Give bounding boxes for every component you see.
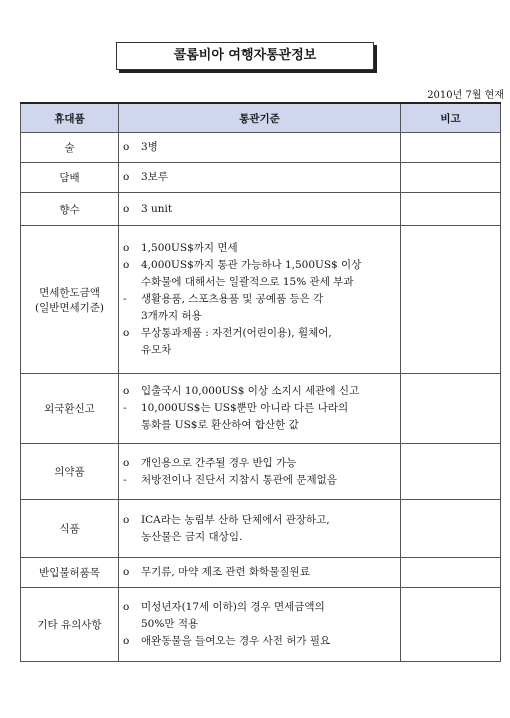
standard-text: 10,000US$는 US$뿐만 아니라 다른 나라의 bbox=[141, 402, 349, 414]
standard-line bbox=[123, 383, 396, 400]
standard-text: 개인용으로 간주될 경우 반입 가능 bbox=[141, 456, 297, 469]
item-name bbox=[21, 226, 119, 374]
dash-bullet: - bbox=[123, 293, 127, 305]
item-name bbox=[21, 444, 119, 500]
table-row bbox=[21, 374, 501, 444]
item-name-line: 담배 bbox=[59, 172, 80, 184]
standard-text: 무기류, 마약 제조 관련 화학물질원료 bbox=[141, 566, 310, 578]
circle-bullet: o bbox=[123, 635, 130, 647]
standard-text: 처방전이나 진단서 지참시 통관에 문제없음 bbox=[141, 473, 337, 486]
standard-text: 미성년자(17세 이하)의 경우 면세금액의 bbox=[141, 601, 325, 613]
item-name bbox=[21, 133, 119, 163]
item-note bbox=[401, 374, 501, 444]
circle-bullet: o bbox=[123, 327, 130, 339]
item-standard bbox=[119, 500, 401, 558]
standard-line bbox=[123, 325, 396, 342]
item-name-line: 기타 유의사항 bbox=[37, 619, 102, 631]
standard-text: 3병 bbox=[141, 141, 158, 153]
circle-bullet: o bbox=[123, 259, 130, 271]
dash-bullet: - bbox=[123, 473, 127, 486]
standard-text: 50%만 적용 bbox=[141, 618, 199, 630]
table-row bbox=[21, 558, 501, 588]
item-name bbox=[21, 500, 119, 558]
standard-text: 수화물에 대해서는 일괄적으로 15% 관세 부과 bbox=[141, 276, 354, 288]
header-note: 비고 bbox=[401, 103, 501, 133]
item-note bbox=[401, 500, 501, 558]
item-name-line: 술 bbox=[64, 142, 75, 154]
standard-line bbox=[123, 342, 396, 359]
circle-bullet: o bbox=[123, 141, 130, 153]
standard-line bbox=[123, 291, 396, 308]
table-row bbox=[21, 193, 501, 226]
item-name-line: (일반면세기준) bbox=[34, 301, 105, 314]
standard-text: 생활용품, 스포츠용품 및 공예품 등은 각 bbox=[141, 293, 324, 305]
document-title: 콜롬비아 여행자통관정보 bbox=[116, 42, 374, 70]
standard-text: 3 unit bbox=[141, 202, 173, 215]
item-note bbox=[401, 226, 501, 374]
table-row bbox=[21, 444, 501, 500]
item-note bbox=[401, 444, 501, 500]
standard-line bbox=[123, 274, 396, 291]
item-standard bbox=[119, 193, 401, 226]
table-row bbox=[21, 500, 501, 558]
item-note bbox=[401, 133, 501, 163]
standard-line bbox=[123, 616, 396, 633]
standard-line bbox=[123, 257, 396, 274]
standard-text: 통화를 US$로 환산하여 합산한 값 bbox=[141, 419, 299, 431]
standard-line bbox=[123, 201, 396, 218]
standard-text: 4,000US$까지 통관 가능하나 1,500US$ 이상 bbox=[141, 259, 362, 271]
item-name bbox=[21, 588, 119, 662]
standard-line bbox=[123, 512, 396, 529]
item-standard bbox=[119, 558, 401, 588]
item-note bbox=[401, 163, 501, 193]
standard-line bbox=[123, 417, 396, 434]
item-note bbox=[401, 193, 501, 226]
circle-bullet: o bbox=[123, 456, 130, 469]
item-standard bbox=[119, 226, 401, 374]
item-name-line: 외국환신고 bbox=[44, 403, 95, 415]
item-note bbox=[401, 558, 501, 588]
item-standard bbox=[119, 444, 401, 500]
item-name-line: 반입불허품목 bbox=[39, 567, 100, 579]
standard-line bbox=[123, 472, 396, 489]
circle-bullet: o bbox=[123, 202, 130, 215]
item-standard bbox=[119, 588, 401, 662]
item-standard bbox=[119, 163, 401, 193]
item-name-line: 식품 bbox=[59, 523, 80, 535]
customs-info-table bbox=[20, 102, 501, 662]
header-row bbox=[21, 103, 501, 133]
circle-bullet: o bbox=[123, 385, 130, 397]
circle-bullet: o bbox=[123, 242, 130, 254]
standard-line bbox=[123, 455, 396, 472]
standard-line bbox=[123, 139, 396, 156]
item-standard bbox=[119, 133, 401, 163]
standard-text: 유모차 bbox=[141, 344, 172, 356]
circle-bullet: o bbox=[123, 566, 130, 578]
standard-text: 3보루 bbox=[141, 171, 168, 183]
standard-text: 1,500US$까지 면세 bbox=[141, 242, 238, 254]
standard-text: 입출국시 10,000US$ 이상 소지시 세관에 신고 bbox=[141, 385, 360, 397]
circle-bullet: o bbox=[123, 513, 130, 526]
header-item: 휴대품 bbox=[21, 103, 119, 133]
table-row bbox=[21, 133, 501, 163]
table-row bbox=[21, 588, 501, 662]
standard-text: 무상통과제품 : 자전거(어린이용), 휠체어, bbox=[141, 327, 332, 339]
header-standard: 통관기준 bbox=[119, 103, 401, 133]
table-row bbox=[21, 226, 501, 374]
standard-line bbox=[123, 633, 396, 650]
dash-bullet: - bbox=[123, 402, 127, 414]
item-name-line: 향수 bbox=[59, 203, 80, 216]
item-note bbox=[401, 588, 501, 662]
item-name bbox=[21, 558, 119, 588]
as-of-date: 2010년 7월 현재 bbox=[427, 90, 504, 101]
standard-line bbox=[123, 240, 396, 257]
item-name-line: 의약품 bbox=[54, 466, 85, 478]
standard-line bbox=[123, 529, 396, 546]
item-name-line: 면세한도금액 bbox=[39, 286, 100, 299]
standard-text: ICA라는 농림부 산하 단체에서 관장하고, bbox=[141, 513, 330, 526]
standard-line bbox=[123, 564, 396, 581]
standard-line bbox=[123, 599, 396, 616]
table-row bbox=[21, 163, 501, 193]
standard-text: 농산물은 금지 대상임. bbox=[141, 530, 243, 543]
standard-text: 애완동물을 들여오는 경우 사전 허가 필요 bbox=[141, 635, 331, 647]
item-name bbox=[21, 374, 119, 444]
standard-text: 3개까지 허용 bbox=[141, 310, 202, 322]
circle-bullet: o bbox=[123, 601, 130, 613]
standard-line bbox=[123, 308, 396, 325]
item-name bbox=[21, 163, 119, 193]
standard-line bbox=[123, 400, 396, 417]
circle-bullet: o bbox=[123, 171, 130, 183]
item-name bbox=[21, 193, 119, 226]
item-standard bbox=[119, 374, 401, 444]
standard-line bbox=[123, 169, 396, 186]
